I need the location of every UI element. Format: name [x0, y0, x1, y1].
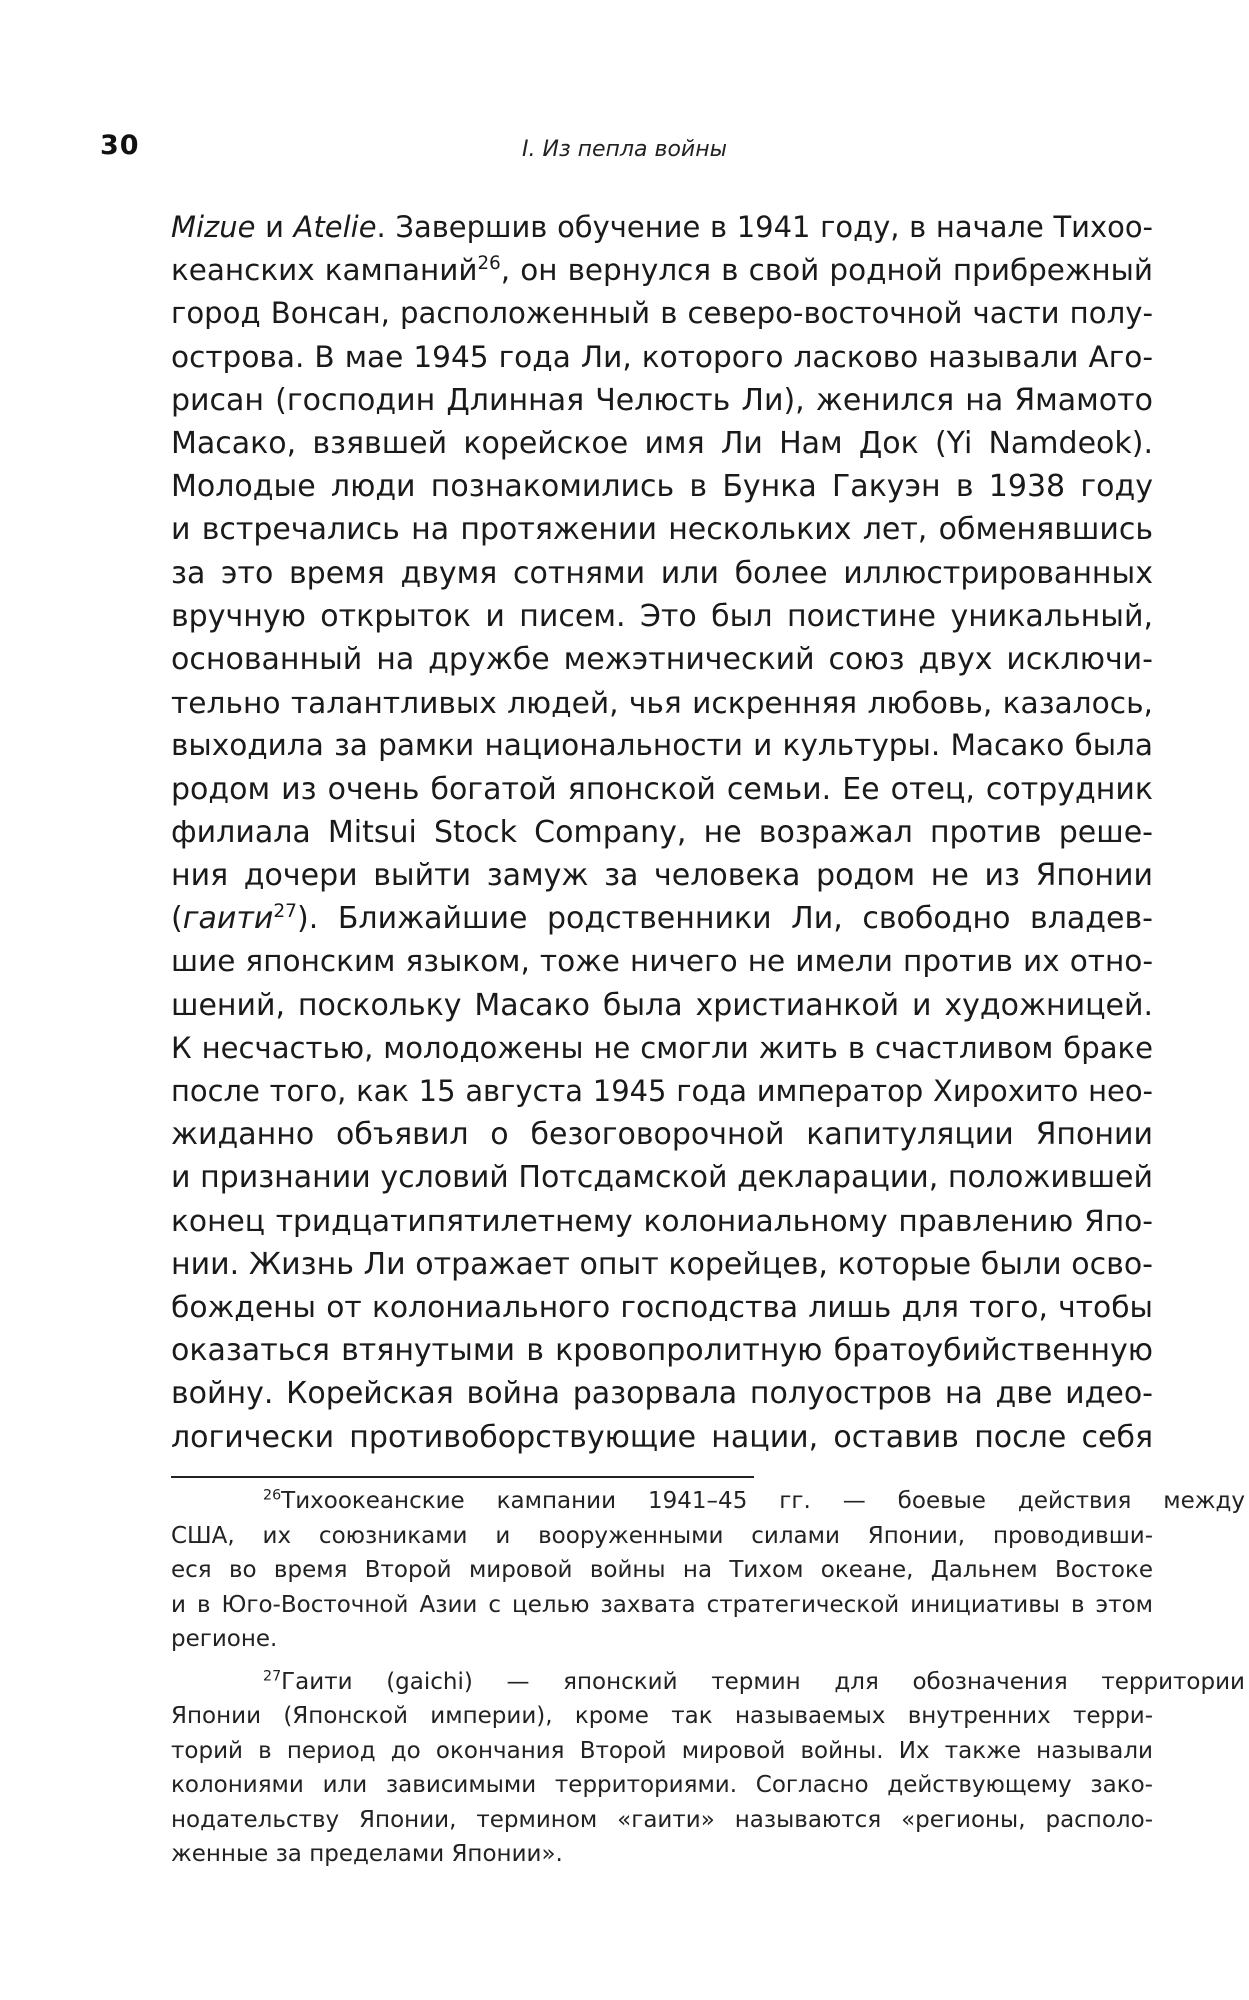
text-line: острова. В мае 1945 года Ли, которого ласково называли Аго- — [171, 339, 1153, 374]
text-line: К несчастью, молодожены не смогли жить в счастливом браке — [171, 1030, 1153, 1065]
text-line: войну. Корейская война разорвала полуостров на две идео- — [171, 1376, 1153, 1412]
footnote-line: $^{27}$Гаити (gaichi) — японский термин для обозначения территории — [263, 1667, 1245, 1695]
text-line: выходила за рамки национальности и культуры. Масако была — [171, 728, 1153, 763]
footnote-number: 27 — [263, 1667, 282, 1684]
footnote-line: США, их союзниками и вооруженными силами Японии, проводивши- — [171, 1522, 1153, 1549]
footnote-separator — [171, 1476, 754, 1478]
footnote-line: $^{26}$Тихоокеанские кампании 1941–45 гг. — боевые действия между — [263, 1487, 1245, 1514]
footnotes — [171, 1484, 1245, 1872]
page-number: 30 — [100, 130, 140, 161]
main-text — [171, 206, 1153, 1459]
text-line: рисан (господин Длинная Челюсть Ли), женился на Ямамото — [171, 382, 1153, 418]
text-line: Mizue и Atelie. Завершив обучение в 1941 году, в начале Тихоо- — [171, 210, 1153, 244]
footnote-line: нодательству Японии, термином «гаити» называются «регионы, располо- — [171, 1806, 1153, 1833]
text-line: Молодые люди познакомились в Бунка Гакуэн в 1938 году — [171, 469, 1153, 505]
text-line: после того, как 15 августа 1945 года император Хирохито нео- — [171, 1074, 1153, 1109]
running-title: I. Из пепла войны — [522, 137, 727, 162]
footnote-27 — [171, 1665, 1245, 1872]
footnote-ref-26[interactable]: 26 — [477, 253, 501, 275]
footnote-line: торий в период до окончания Второй мировой войны. Их также называли — [171, 1737, 1153, 1764]
text-line: город Вонсан, расположенный в северо-восточной части полу- — [171, 296, 1153, 331]
footnote-26 — [171, 1484, 1245, 1657]
text-line: шений, поскольку Масако была христианкой и художницей. — [171, 987, 1153, 1023]
text-line: вручную открыток и писем. Это был поистине уникальный, — [171, 598, 1153, 634]
text-line: и встречались на протяжении нескольких лет, обменявшись — [171, 512, 1153, 548]
text-line: бождены от колониального господства лишь для того, чтобы — [171, 1290, 1153, 1326]
text-line: нии. Жизнь Ли отражает опыт корейцев, которые были осво- — [171, 1246, 1153, 1282]
text-line: логически противоборствующие нации, оставив после себя — [171, 1419, 1153, 1455]
text-line: родом из очень богатой японской семьи. Ее отец, сотрудник — [171, 771, 1153, 807]
text-line: конец тридцатипятилетнему колониальному правлению Япо- — [171, 1203, 1153, 1239]
text-line: и признании условий Потсдамской декларации, положившей — [171, 1160, 1153, 1196]
text-line: кеанских кампаний$^{26}$, он вернулся в свой родной прибрежный — [171, 253, 1153, 288]
text-line: (гаити$^{27}$). Ближайшие родственники Ли, свободно владев- — [171, 901, 1153, 937]
text-line: основанный на дружбе межэтнический союз двух исключи- — [171, 642, 1153, 678]
footnote-line: колониями или зависимыми территориями. Согласно действующему зако- — [171, 1772, 1153, 1798]
footnote-line: регионе. — [171, 1626, 278, 1652]
footnote-line: еся во время Второй мировой войны на Тихом океане, Дальнем Востоке — [171, 1557, 1153, 1583]
footnote-ref-27[interactable]: 27 — [273, 901, 298, 923]
footnote-line: Японии (Японской империи), кроме так называемых внутренних терри- — [171, 1703, 1153, 1729]
text-line: шие японским языком, тоже ничего не имели против их отно- — [171, 944, 1153, 979]
text-line: за это время двумя сотнями или более иллюстрированных — [171, 555, 1153, 591]
footnote-number: 26 — [263, 1487, 282, 1504]
footnote-line: женные за пределами Японии». — [171, 1841, 563, 1867]
text-line: тельно талантливых людей, чья искренняя любовь, казалось, — [171, 685, 1153, 721]
text-line: оказаться втянутыми в кровопролитную братоубийственную — [171, 1333, 1153, 1369]
text-line: филиала Mitsui Stock Company, не возражал против реше- — [171, 814, 1153, 850]
footnote-line: и в Юго-Восточной Азии с целью захвата стратегической инициативы в этом — [171, 1591, 1153, 1618]
text-line: ния дочери выйти замуж за человека родом не из Японии — [171, 858, 1153, 894]
text-line: жиданно объявил о безоговорочной капитуляции Японии — [171, 1117, 1153, 1153]
text-line: Масако, взявшей корейское имя Ли Нам Док (Yi Namdeok). — [171, 426, 1153, 462]
